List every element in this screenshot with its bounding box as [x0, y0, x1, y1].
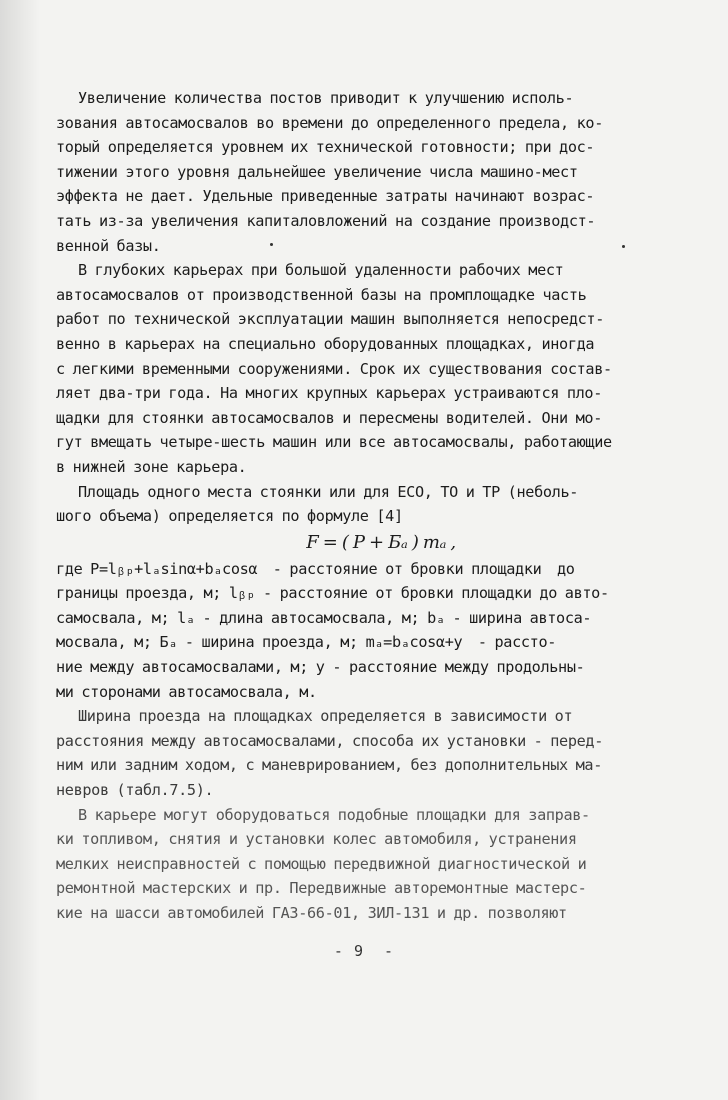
text-line: где Р=lᵦₚ+lₐsinα+bₐcosα - расстояние от бровки площадки до: [56, 559, 575, 578]
text-line: с легкими временными сооружениями. Срок их существования состав-: [56, 359, 612, 378]
text-line: ремонтной мастерских и пр. Передвижные авторемонтные мастерс-: [56, 879, 587, 898]
paragraph-5: [56, 803, 666, 926]
text-line: шого объема) определяется по формуле [4]: [56, 507, 403, 526]
text-line: автосамосвалов от производственной базы на промплощадке часть: [56, 285, 587, 304]
text-line: ми сторонами автосамосвала, м.: [56, 682, 317, 701]
text-line: гут вмещать четыре-шесть машин или все автосамосвалы, работающие: [56, 433, 612, 452]
text-line: самосвала, м; lₐ - длина автосамосвала, м; bₐ - ширина автоса-: [56, 608, 592, 627]
text-line: эффекта не дает. Удельные приведенные затраты начинают возрас-: [56, 187, 595, 206]
text-line: границы проезда, м; lᵦₚ - расстояние от бровки площадки до авто-: [56, 584, 609, 603]
page-edge-shadow: [0, 0, 40, 1100]
scan-speck: [270, 243, 273, 246]
paragraph-3: [56, 480, 666, 529]
text-line: ним или задним ходом, с маневрированием, без дополнительных ма-: [56, 756, 603, 775]
page-number: - 9 -: [333, 942, 395, 960]
text-line: Площадь одного места стоянки или для ЕСО, ТО и ТР (неболь-: [78, 482, 579, 501]
area-formula: F = ( Р + Бₐ ) mₐ ,: [306, 531, 456, 553]
text-line: кие на шасси автомобилей ГАЗ-66-01, ЗИЛ-131 и др. позволяют: [56, 904, 567, 922]
text-line: мосвала, м; Бₐ - ширина проезда, м; mₐ=bₐcosα+y - рассто-: [56, 633, 557, 652]
text-line: работ по технической эксплуатации машин выполняется непосредст-: [56, 310, 605, 329]
paragraph-1: [56, 86, 666, 258]
text-line: торый определяется уровнем их технической готовности; при дос-: [56, 138, 595, 157]
paragraph-2: [56, 258, 666, 479]
text-line: в нижней зоне карьера.: [56, 457, 247, 476]
paragraph-4: [56, 704, 666, 802]
text-line: мелких неисправностей с помощью передвижной диагностической и: [56, 854, 587, 873]
text-line: тать из-за увеличения капиталовложений на создание производст-: [56, 211, 596, 230]
text-line: ки топливом, снятия и установки колес автомобиля, устранения: [56, 830, 577, 849]
text-line: ние между автосамосвалами, м; y - расстояние между продольны-: [56, 658, 585, 677]
text-line: щадки для стоянки автосамосвалов и пересмены водителей. Они мо-: [56, 408, 603, 427]
text-line: тижении этого уровня дальнейшее увеличение числа машино-мест: [56, 162, 578, 181]
text-line: расстояния между автосамосвалами, способа их установки - перед-: [56, 731, 604, 750]
scan-speck: [622, 245, 625, 248]
text-line: ляет два-три года. На многих крупных карьерах устраиваются пло-: [56, 384, 603, 403]
text-line: зования автосамосвалов во времени до определенного предела, ко-: [56, 113, 604, 132]
document-body: [56, 86, 666, 926]
text-line: невров (табл.7.5).: [56, 781, 214, 800]
text-line: В глубоких карьерах при большой удаленности рабочих мест: [78, 261, 564, 280]
text-line: Увеличение количества постов приводит к улучшению исполь-: [78, 89, 574, 107]
text-line: венной базы.: [56, 236, 161, 255]
text-line: венно в карьерах на специально оборудованных площадках, иногда: [56, 334, 595, 353]
formula-definitions: [56, 557, 666, 705]
text-line: Ширина проезда на площадках определяется в зависимости от: [78, 707, 573, 726]
text-line: В карьере могут оборудоваться подобные площадки для заправ-: [78, 805, 590, 824]
